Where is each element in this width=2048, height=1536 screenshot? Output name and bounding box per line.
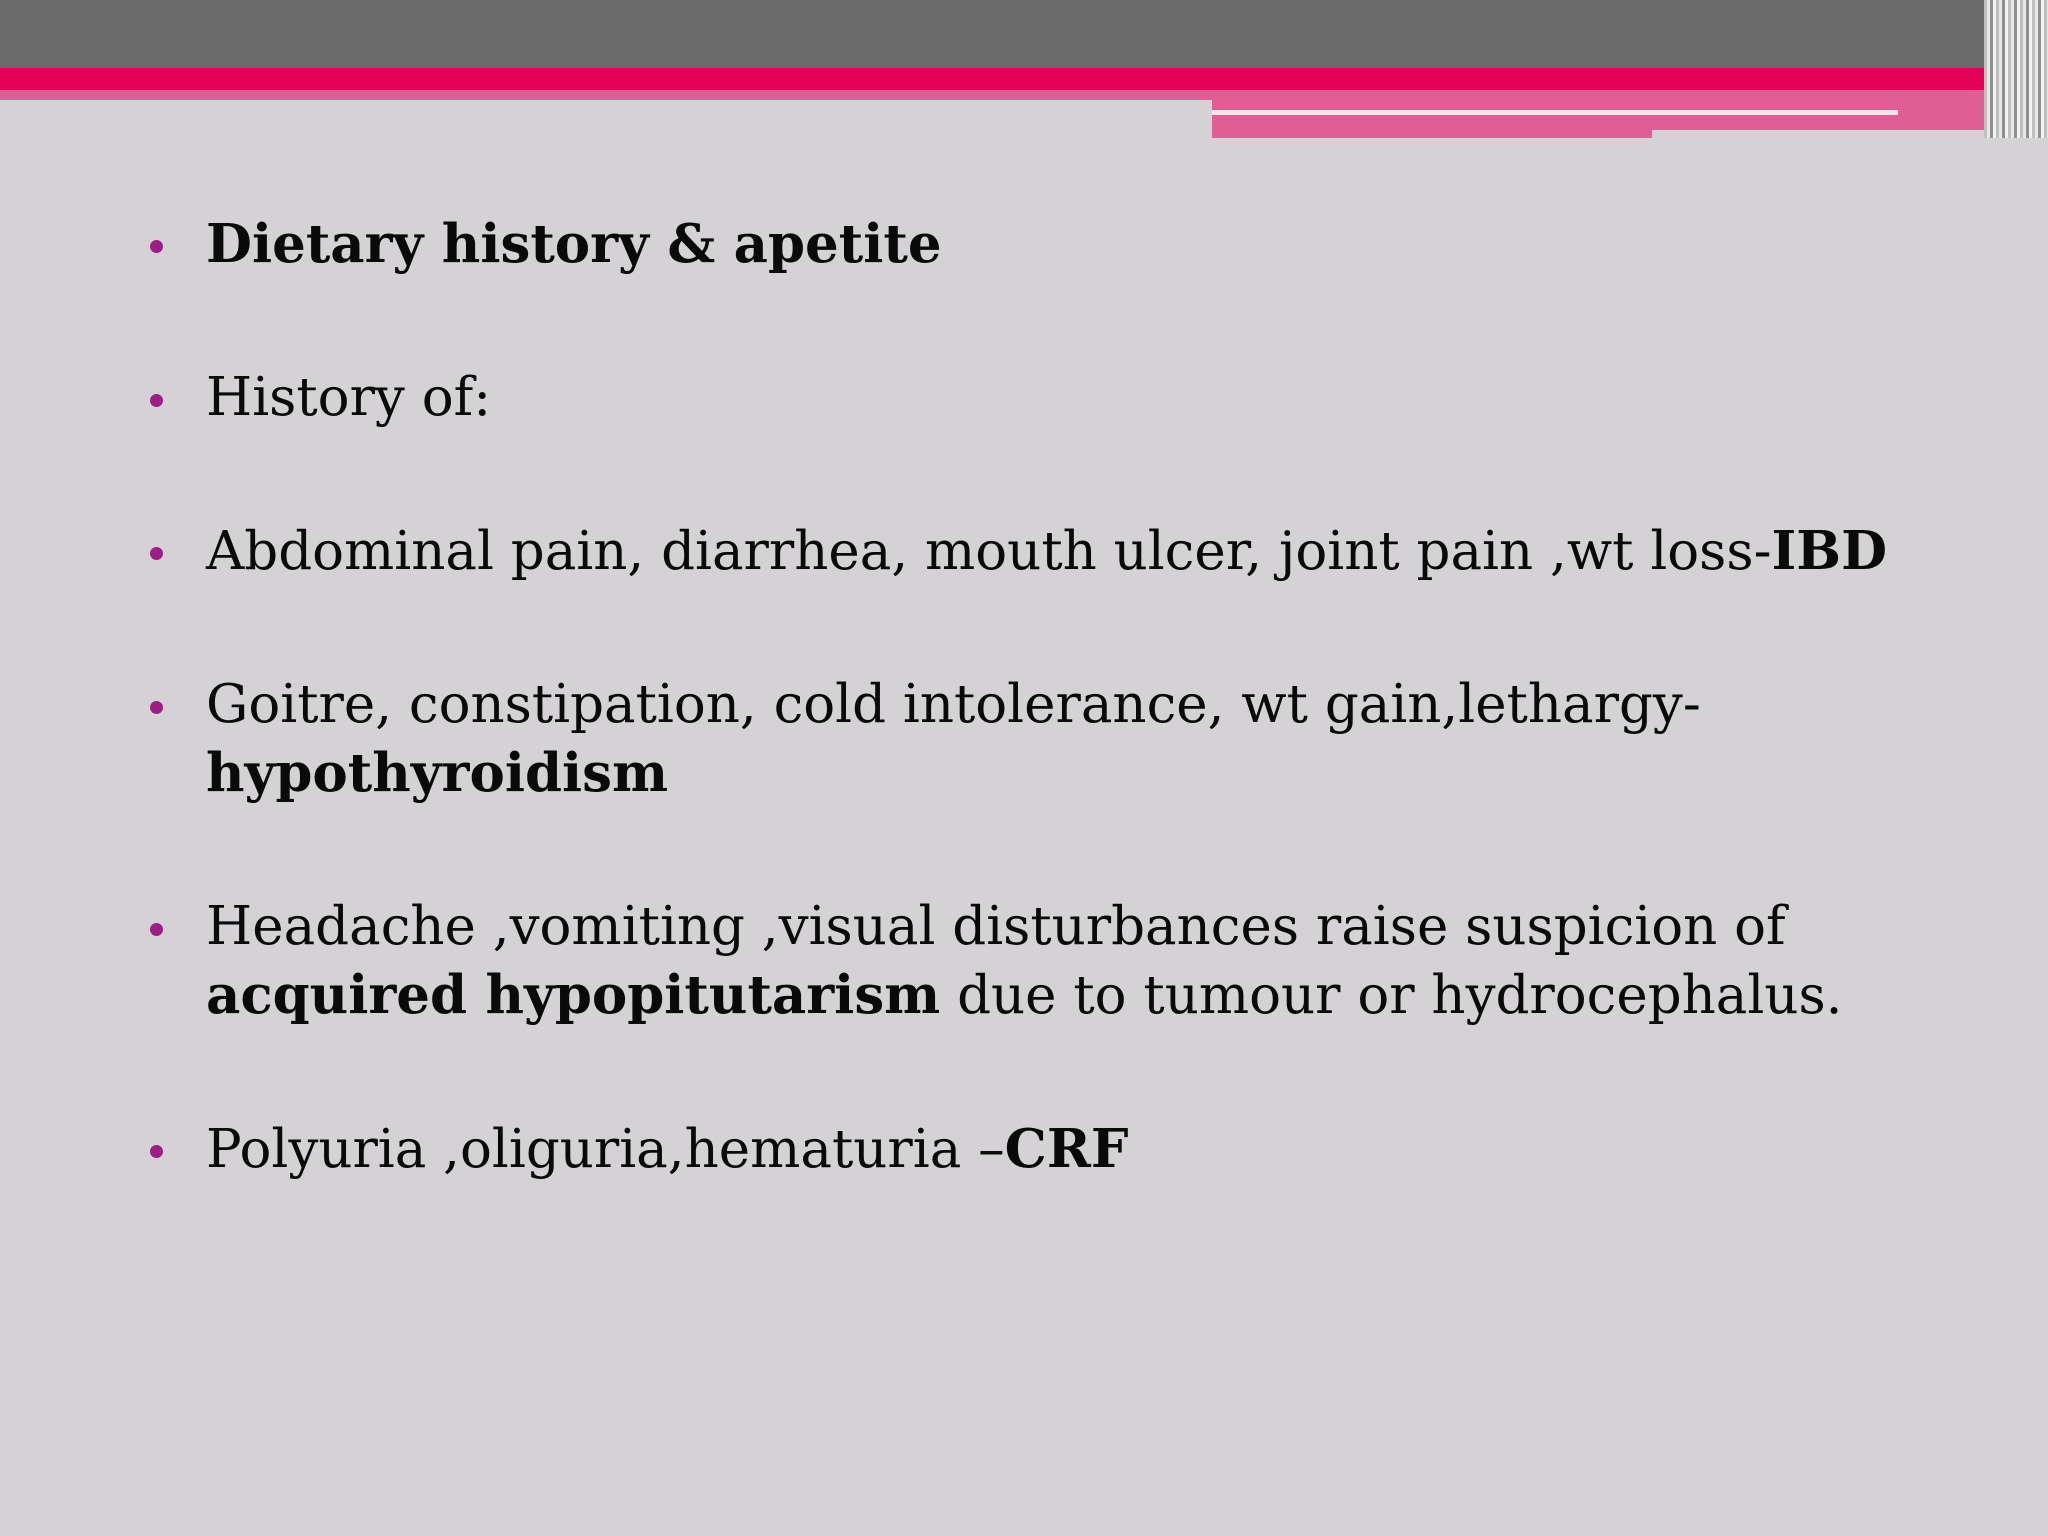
header-pink-band — [0, 68, 2010, 90]
header-gray-strip — [1652, 130, 2010, 140]
bullet-text: Headache ,vomiting ,visual disturbances raise suspicion of — [206, 896, 1786, 957]
bullet-list — [150, 210, 1970, 1269]
bullet-dot — [150, 394, 163, 407]
bullet-text-bold: IBD — [1771, 520, 1888, 582]
header-pink-light-band — [0, 90, 1212, 100]
bullet-text-bold: CRF — [1004, 1118, 1129, 1180]
bullet-dot — [150, 240, 163, 253]
bullet-item-hypothyroidism — [150, 671, 1970, 808]
bullet-text-bold: hypothyroidism — [206, 742, 669, 804]
bullet-item-crf — [150, 1115, 1970, 1184]
bullet-text: Abdominal pain, diarrhea, mouth ulcer, joint pain ,wt loss- — [206, 521, 1772, 582]
bullet-text: Goitre, constipation, cold intolerance, wt gain,lethargy- — [206, 674, 1701, 735]
header-gray-band — [0, 0, 2048, 68]
bullet-item-ibd — [150, 517, 1970, 586]
bullet-text: due to tumour or hydrocephalus. — [940, 965, 1843, 1026]
bullet-item-dietary-history — [150, 210, 1970, 279]
bullet-dot — [150, 701, 163, 714]
header-right-stripes — [1984, 0, 2048, 138]
bullet-item-hypopituitarism — [150, 893, 1970, 1030]
header-white-line — [1212, 110, 1898, 115]
bullet-text: History of: — [206, 367, 492, 428]
bullet-text-bold: Dietary history & apetite — [206, 213, 942, 275]
bullet-text-bold: acquired hypopitutarism — [206, 964, 941, 1026]
bullet-dot — [150, 547, 163, 560]
bullet-text: Polyuria ,oliguria,hematuria – — [206, 1119, 1005, 1180]
bullet-dot — [150, 1145, 163, 1158]
bullet-item-history-of — [150, 364, 1970, 432]
bullet-dot — [150, 923, 163, 936]
